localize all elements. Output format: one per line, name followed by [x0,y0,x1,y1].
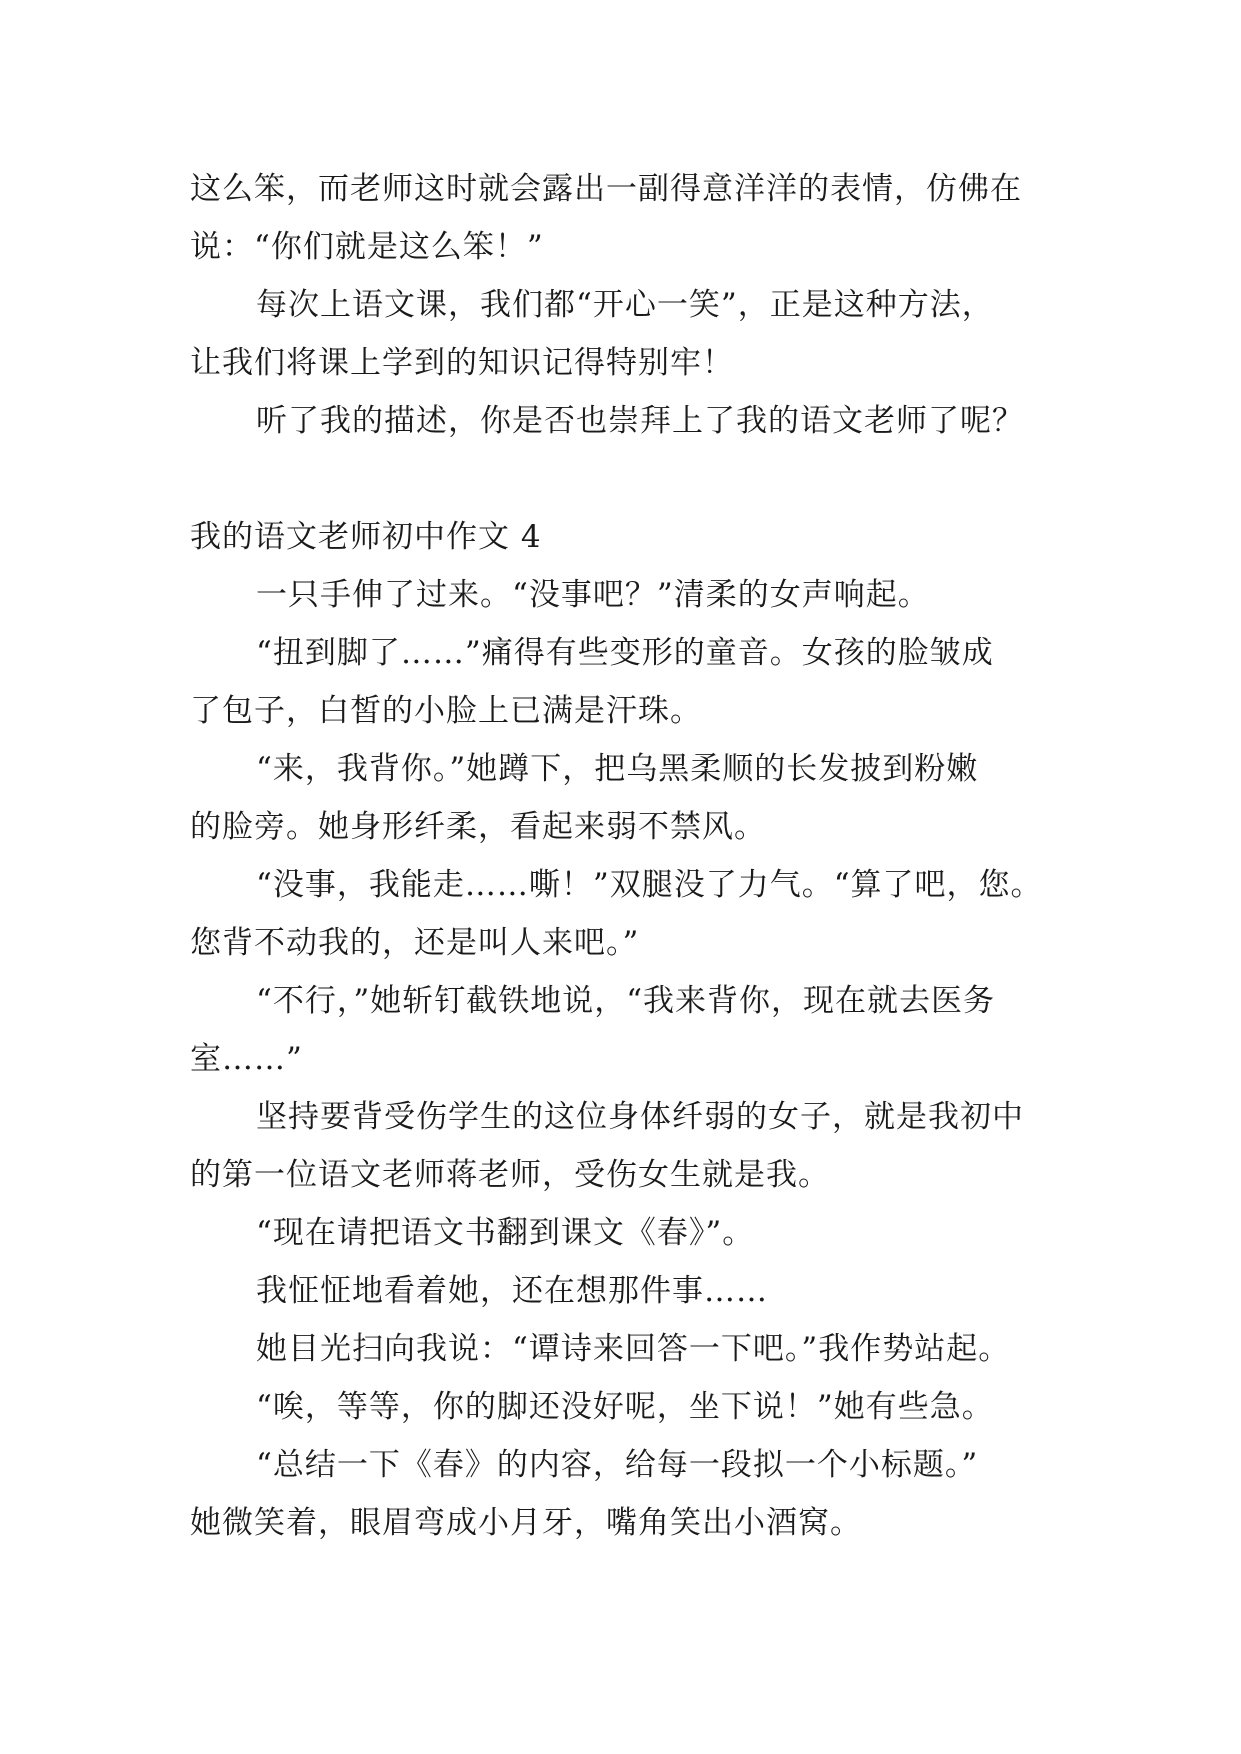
paragraph-line: 一只手伸了过来。“没事吧？”清柔的女声响起。 [256,577,930,613]
essay-title: 我的语文老师初中作文 4 [190,519,542,555]
text-line: 您背不动我的，还是叫人来吧。” [190,925,640,961]
paragraph-line: 我怔怔地看着她，还在想那件事…… [256,1273,768,1309]
text-line: 她微笑着，眼眉弯成小月牙，嘴角笑出小酒窝。 [190,1505,862,1541]
paragraph-line: “总结一下《春》的内容，给每一段拟一个小标题。” [256,1447,979,1483]
paragraph-line: 每次上语文课，我们都“开心一笑”，正是这种方法， [256,287,994,323]
paragraph-line: “扭到脚了……”痛得有些变形的童音。女孩的脸皱成 [256,635,994,671]
paragraph-line: “现在请把语文书翻到课文《春》”。 [256,1215,755,1251]
text-line: 让我们将课上学到的知识记得特别牢！ [190,345,734,381]
text-line: 室……” [190,1041,303,1077]
paragraph-line: 听了我的描述，你是否也崇拜上了我的语文老师了呢？ [256,403,1024,439]
paragraph-line: “不行，”她斩钉截铁地说，“我来背你，现在就去医务 [256,983,996,1019]
text-line: 的第一位语文老师蒋老师，受伤女生就是我。 [190,1157,830,1193]
text-line: 说：“你们就是这么笨！” [190,229,544,265]
paragraph-line: “来，我背你。”她蹲下，把乌黑柔顺的长发披到粉嫩 [256,751,979,787]
text-line: 了包子，白皙的小脸上已满是汗珠。 [190,693,702,729]
document-page [190,160,1070,1552]
paragraph-line: 坚持要背受伤学生的这位身体纤弱的女子，就是我初中 [256,1099,1024,1135]
paragraph-line: 她目光扫向我说：“谭诗来回答一下吧。”我作势站起。 [256,1331,1011,1367]
paragraph-line: “唉，等等，你的脚还没好呢，坐下说！”她有些急。 [256,1389,994,1425]
text-line: 的脸旁。她身形纤柔，看起来弱不禁风。 [190,809,766,845]
paragraph-line: “没事，我能走……嘶！”双腿没了力气。“算了吧，您。 [256,867,1043,903]
text-line: 这么笨，而老师这时就会露出一副得意洋洋的表情，仿佛在 [190,171,1022,207]
section-gap [190,450,1070,508]
